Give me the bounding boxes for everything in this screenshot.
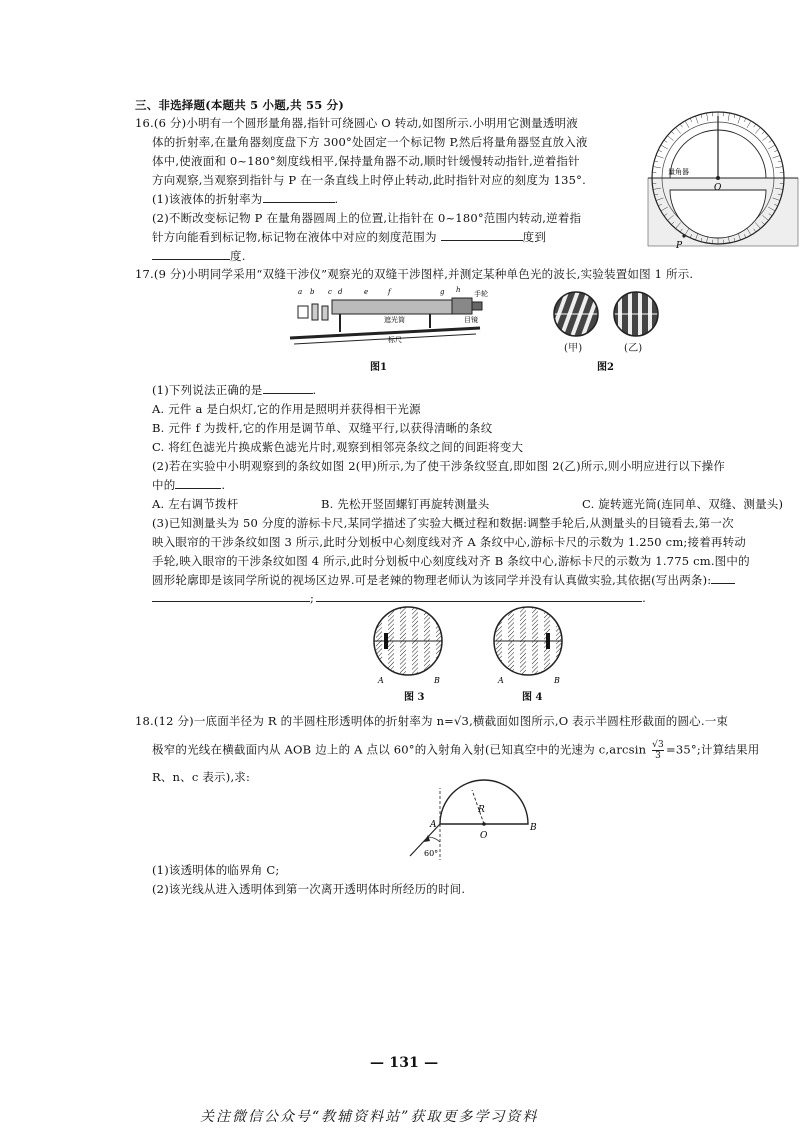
answer-blank[interactable] bbox=[175, 488, 221, 489]
protractor-tick bbox=[728, 113, 729, 121]
protractor-tick bbox=[762, 131, 765, 134]
q18-line-2: 极窄的光线在横截面内从 AOB 边上的 A 点以 60°的入射角入射(已知真空中的光速为 c,arcsin $\frac{√3}{3}$ =35°;计算结果用 bbox=[152, 740, 760, 761]
label-e: e bbox=[364, 288, 369, 296]
fig3-caption: 图 3 bbox=[404, 692, 425, 703]
semicylinder-figure bbox=[400, 782, 560, 862]
protractor-tick bbox=[744, 118, 746, 122]
fringe-figure-2 bbox=[552, 290, 662, 342]
protractor-tick bbox=[667, 136, 673, 141]
label-handwheel: 手轮 bbox=[474, 290, 488, 298]
q17-sub1: (1)下列说法正确的是 . bbox=[152, 383, 317, 397]
apparatus-figure bbox=[280, 284, 500, 354]
q16-line-3: 体中,使液面和 0~180°刻度线相平,保持量角器不动,顺时针缓慢转动指针,逆着指针 bbox=[152, 154, 580, 168]
fringe-figure-3-4 bbox=[370, 605, 580, 685]
answer-blank[interactable] bbox=[263, 393, 313, 394]
protractor-tick bbox=[738, 116, 741, 124]
fig-label-O: O bbox=[480, 831, 488, 841]
q16-line-2: 体的折射率,在量角器刻度盘下方 300°处固定一个标记物 P,然后将量角器竖直放入液 bbox=[152, 135, 588, 149]
label-tube: 遮光筒 bbox=[384, 316, 405, 324]
protractor-tick bbox=[653, 167, 661, 168]
protractor-tick bbox=[707, 113, 708, 121]
q17-opt-A: A. 元件 a 是白炽灯,它的作用是照明并获得相干光源 bbox=[152, 402, 421, 416]
q17-opt-B: B. 元件 f 为拨杆,它的作用是调节单、双缝平行,以获得清晰的条纹 bbox=[152, 421, 493, 435]
answer-blank[interactable] bbox=[263, 202, 335, 203]
answer-blank[interactable] bbox=[441, 240, 523, 241]
q18-sub1: (1)该透明体的临界角 C; bbox=[152, 863, 280, 877]
answer-blank[interactable] bbox=[152, 601, 310, 602]
label-b: b bbox=[310, 288, 315, 296]
footer-note: 关注微信公众号“教辅资料站”获取更多学习资料 bbox=[200, 1109, 539, 1125]
protractor-tick bbox=[701, 114, 702, 118]
protractor-tick bbox=[695, 116, 698, 124]
q16-sub1: (1)该液体的折射率为 . bbox=[152, 192, 339, 206]
q17-opt-C: C. 将红色滤光片换成紫色滤光片时,观察到相邻亮条纹之间的间距将变大 bbox=[152, 440, 524, 454]
protractor-tick bbox=[680, 124, 682, 127]
protractor-tick bbox=[734, 114, 735, 118]
protractor-tick bbox=[762, 136, 768, 141]
protractor-tick bbox=[778, 161, 782, 162]
q17-sub2: (2)若在实验中小明观察到的条纹如图 2(甲)所示,为了使干涉条纹竖直,即如图 2(乙)所示,则小明应进行以下操作 bbox=[152, 459, 726, 473]
q16-line-4: 方向观察,当观察到指针与 P 在一条直线上时停止转动,此时指针对应的刻度为 135°. bbox=[152, 173, 586, 187]
fig3-label-A: A bbox=[378, 676, 384, 685]
label-ruler: 标尺 bbox=[388, 336, 402, 344]
fig3-label-B: B bbox=[434, 676, 440, 685]
protractor-tick bbox=[754, 124, 756, 127]
protractor-figure bbox=[648, 110, 798, 250]
section-title: 三、非选择题(本题共 5 小题,共 55 分) bbox=[135, 98, 345, 112]
q16-sub2: (2)不断改变标记物 P 在量角器圆周上的位置,让指针在 0~180°范围内转动,逆着指 bbox=[152, 211, 582, 225]
q17-sub3-line-4: 圆形轮廓即是该同学所说的视场区边界.可是老辣的物理老师认为该同学并没有认真做实验,其依据(写出两条): bbox=[152, 571, 735, 589]
protractor-tick bbox=[654, 161, 658, 162]
fig2-yi: (乙) bbox=[624, 343, 643, 354]
label-P: P bbox=[676, 241, 683, 251]
protractor-tick bbox=[755, 127, 760, 133]
label-O: O bbox=[714, 183, 722, 193]
q17-sub2-opt-C: C. 旋转遮光筒(连同单、双缝、测量头) bbox=[582, 497, 784, 511]
protractor-tick bbox=[661, 145, 668, 149]
label-f: f bbox=[388, 288, 391, 296]
q17-line-1: 17.(9 分)小明同学采用“双缝干涉仪”观察光的双缝干涉图样,并测定某种单色光的波长,实验装置如图 1 所示. bbox=[135, 267, 694, 281]
label-h: h bbox=[456, 286, 461, 294]
q16-sub2-end: 度. bbox=[152, 247, 246, 265]
answer-blank[interactable] bbox=[316, 601, 642, 602]
label-c: c bbox=[328, 288, 332, 296]
protractor-tick bbox=[690, 118, 692, 122]
q18-line-1: 18.(12 分)一底面半径为 R 的半圆柱形透明体的折射率为 n=√3,横截面如图所示,O 表示半圆柱形截面的圆心.一束 bbox=[135, 714, 729, 728]
q16-sub2-cont: 针方向能看到标记物,标记物在液体中对应的刻度范围为 度到 bbox=[152, 230, 547, 244]
fig-label-angle: 60° bbox=[424, 849, 439, 858]
answer-blank[interactable] bbox=[152, 259, 230, 260]
fig1-caption: 图1 bbox=[370, 362, 387, 373]
q17-sub3-line-1: (3)已知测量头为 50 分度的游标卡尺,某同学描述了实验大概过程和数据:调整手轮后,从测量头的目镜看去,第一次 bbox=[152, 516, 734, 530]
protractor-tick bbox=[775, 167, 783, 168]
q17-sub3-line-3: 手轮,映入眼帘的干涉条纹如图 4 所示,此时分划板中心刻度线对齐 B 条纹中心,游标卡尺的示数为 1.775 cm.图中的 bbox=[152, 554, 750, 568]
q17-sub2-opt-A: A. 左右调节拨杆 bbox=[152, 497, 239, 511]
fig2-caption: 图2 bbox=[597, 362, 614, 373]
q17-sub3-answer-line: ; . bbox=[152, 589, 646, 607]
protractor-tick bbox=[747, 121, 751, 128]
fig4-caption: 图 4 bbox=[522, 692, 543, 703]
fig2-jia: (甲) bbox=[564, 343, 583, 354]
protractor-label: 量角器 bbox=[668, 168, 689, 176]
protractor-tick bbox=[773, 155, 781, 158]
q18-sub2: (2)该光线从进入透明体到第一次离开透明体时所经历的时间. bbox=[152, 882, 466, 896]
fig-label-B: B bbox=[530, 823, 537, 833]
fig-label-A: A bbox=[430, 820, 437, 830]
protractor-tick bbox=[671, 131, 674, 134]
fig4-label-A: A bbox=[498, 676, 504, 685]
q16-line-1: 16.(6 分)小明有一个圆形量角器,指针可绕圆心 O 转动,如图所示.小明用它测量透明液 bbox=[135, 116, 578, 130]
label-d: d bbox=[338, 288, 343, 296]
q17-sub2-cont: 中的 . bbox=[152, 478, 226, 492]
protractor-tick bbox=[658, 150, 662, 152]
fig4-label-B: B bbox=[554, 676, 560, 685]
protractor-tick bbox=[774, 150, 778, 152]
page-number: — 131 — bbox=[370, 1055, 439, 1071]
q17-sub2-opt-B: B. 先松开竖固螺钉再旋转测量头 bbox=[321, 497, 490, 511]
protractor-tick bbox=[768, 145, 775, 149]
q18-line-3: R、n、c 表示),求: bbox=[152, 770, 251, 784]
protractor-tick bbox=[676, 127, 681, 133]
protractor-tick bbox=[685, 121, 689, 128]
answer-blank[interactable] bbox=[711, 583, 735, 584]
protractor-tick bbox=[664, 140, 667, 142]
protractor-tick bbox=[769, 140, 772, 142]
protractor-tick bbox=[656, 155, 664, 158]
label-a: a bbox=[298, 288, 303, 296]
label-g: g bbox=[440, 288, 445, 296]
q17-sub3-line-2: 映入眼帘的干涉条纹如图 3 所示,此时分划板中心刻度线对齐 A 条纹中心,游标卡尺的示数为 1.250 cm;接着再转动 bbox=[152, 535, 747, 549]
label-eyepiece: 目镜 bbox=[464, 316, 478, 324]
fig-label-R: R bbox=[478, 805, 485, 815]
